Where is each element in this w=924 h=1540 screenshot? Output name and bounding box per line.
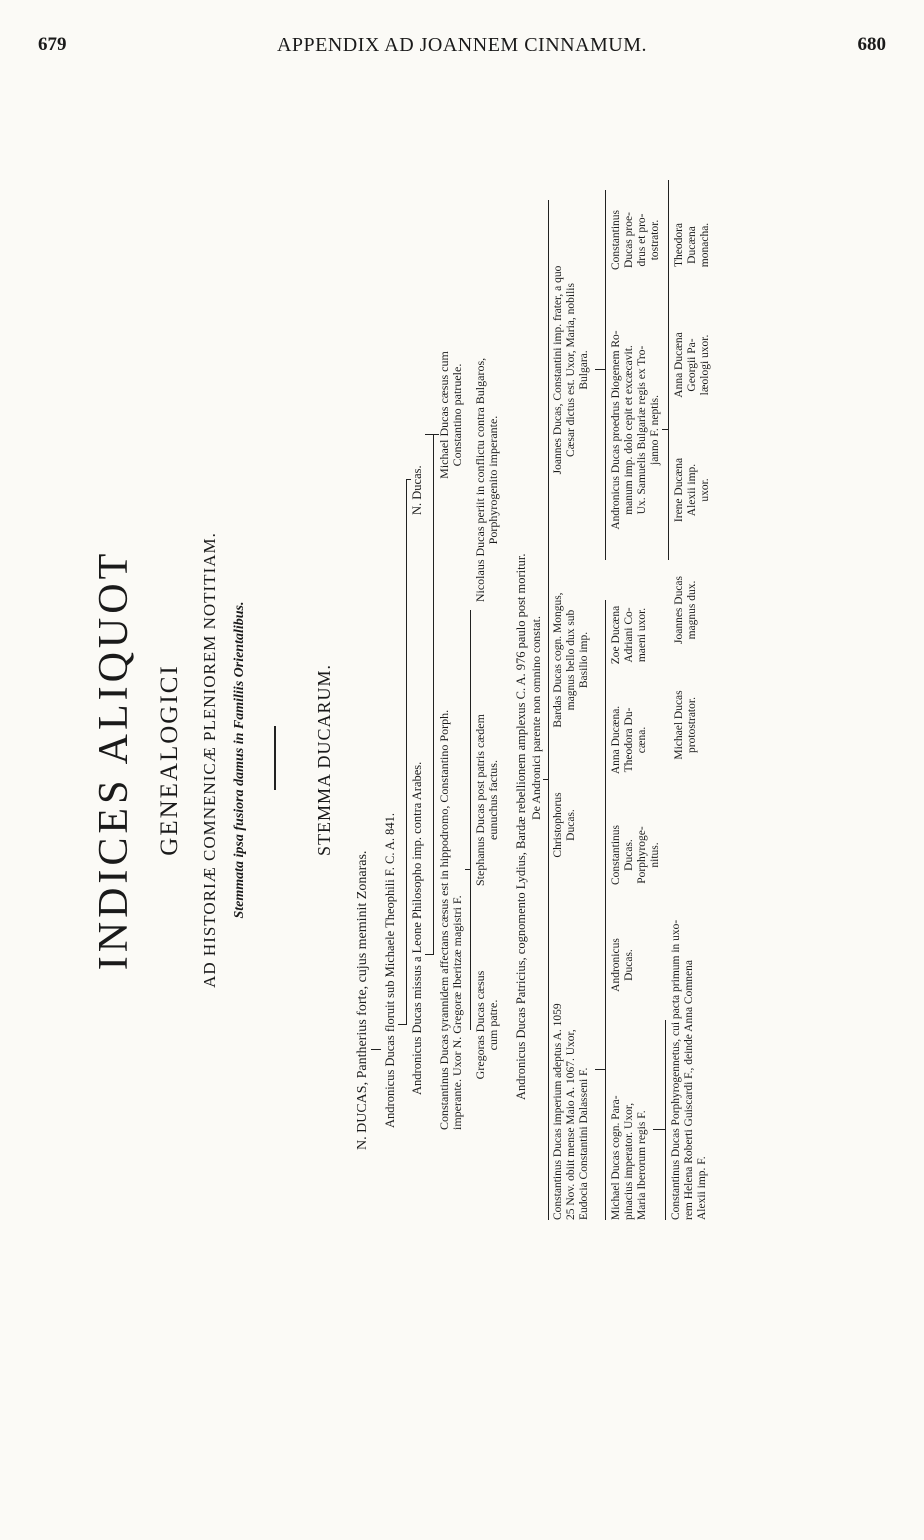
page-number-right: 680 [857,34,886,55]
connector [406,480,407,1025]
gen8-constantinus-protostrator: Constantinus Ducas proe- drus et pro- tostrator. [610,209,661,271]
gen9-irene: Irene Ducæna Alexii imp. uxor. [673,457,711,523]
connector [470,610,471,1030]
gen8-andronicus: Andronicus Ducas. [610,938,635,992]
rotated-page-body [70,140,860,1380]
connector [595,1069,605,1070]
connector [668,180,669,560]
gen9-theodora-monacha: Theodora Ducæna monacha. [673,222,711,268]
gen9-michael-protostrator: Michael Ducas protostrator. [673,690,698,760]
gen1-n-ducas: N. DUCAS, Pantherius forte, cujus meminit Zonaras. [355,850,370,1150]
gen3-andronicus: Andronicus Ducas missus a Leone Philosopho imp. contra Arabes. [410,761,424,1095]
gen4-michael: Michael Ducas cæsus cum Constantino patruele. [437,351,464,479]
gen6-andronicus-patricius: Andronicus Ducas Patricius, cognomento Lydius, Bardæ rebellionem amplexus C. A. 976 paulo post moritur. [514,553,528,1100]
gen8-zoe: Zoe Ducæna Adriani Co- maeni uxor. [610,605,648,665]
gen9-anna-palaeologi: Anna Ducæna Georgii Pa- læologi uxor. [673,332,711,398]
connector [653,1129,665,1130]
gen9-constantinus-porphyrogennetus: Constantinus Ducas Porphyrogennetus, cui pacta primum in uxo- rem Helena Roberti Guiscardi F., deinde Anna Comnena Alexii imp. F. [670,919,708,1220]
page-header [0,34,924,64]
gen8-michael-parapinacius: Michael Ducas cogn. Para- pinacius imperator. Uxor, Maria Iberorum regis F. [610,1095,648,1220]
gen4-constantinus: Constantinus Ducas tyrannidem affectans cæsus est in hippodromo, Constantino Porph. imperante. Uxor N. Gregoræ Iberitzæ magistri F. [437,709,464,1130]
gen7-constantinus-imperator: Constantinus Ducas imperium adeptus A. 1059 25 Nov. obiit mense Maio A. 1067. Uxor, Eudocia Constantini Dalasseni F. [552,1003,590,1220]
connector [398,1024,406,1025]
connector [665,1020,666,1220]
main-title: INDICES ALIQUOT [91,549,137,971]
gen8-andronicus-proedrus: Andronicus Ducas proedrus Diogenem Ro- manum imp. dolo cepit et excæcavit. Ux. Samuelis Bulgariæ regis ex Tro- janno F. neptis. [610,330,661,530]
subtitle-notitiam: AD HISTORIÆ COMNENICÆ PLENIOREM NOTITIAM. [200,532,219,988]
connector [433,435,434,955]
gen7-bardas: Bardas Ducas cogn. Mongus, magnus bello dux sub Basilio imp. [552,592,590,728]
connector [371,1049,381,1050]
gen8-anna-theodora: Anna Ducæna. Theodora Du- cæna. [610,705,648,775]
gen7-joannes-caesar: Joannes Ducas, Constantini imp. frater, a quo Cæsar dictus est. Uxor, Maria, nobilis Bulgara. [552,265,590,475]
connector [605,600,606,1220]
page-number-left: 679 [38,34,67,55]
connector [595,369,605,370]
connector [548,200,549,1220]
gen5-nicolaus: Nicolaus Ducas periit in conflictu contra Bulgaros, Porphyrogenito imperante. [473,357,500,603]
gen8-constantinus-porphyrogenitus: Constantinus Ducas. Porphyroge- nitus. [610,824,661,886]
title-rule [274,726,276,790]
connector [425,434,433,435]
gen5-gregoras: Gregoras Ducas cæsus cum patre. [473,970,500,1080]
connector [425,954,433,955]
subtitle-note: Stemmata ipsa fusiora damus in Familiis Orientalibus. [232,601,247,919]
stemma-heading: STEMMA DUCARUM. [314,663,334,857]
gen7-christophorus: Christophorus Ducas. [552,792,577,858]
subtitle-genealogici: GENEALOGICI [156,664,183,856]
connector [465,869,470,870]
gen2-andronicus: Andronicus Ducas floruit sub Michaele Theophili F. C. A. 841. [383,812,397,1128]
gen3-n-ducas: N. Ducas. [410,465,424,515]
gen5-stephanus: Stephanus Ducas post patris cædem eunuchus factus. [473,714,500,886]
running-title: APPENDIX AD JOANNEM CINNAMUM. [276,34,648,56]
gen9-joannes-magnus-dux: Joannes Ducas magnus dux. [673,575,698,645]
connector [605,190,606,560]
gen6-note: De Andronici parente non omnino constat. [529,616,543,820]
